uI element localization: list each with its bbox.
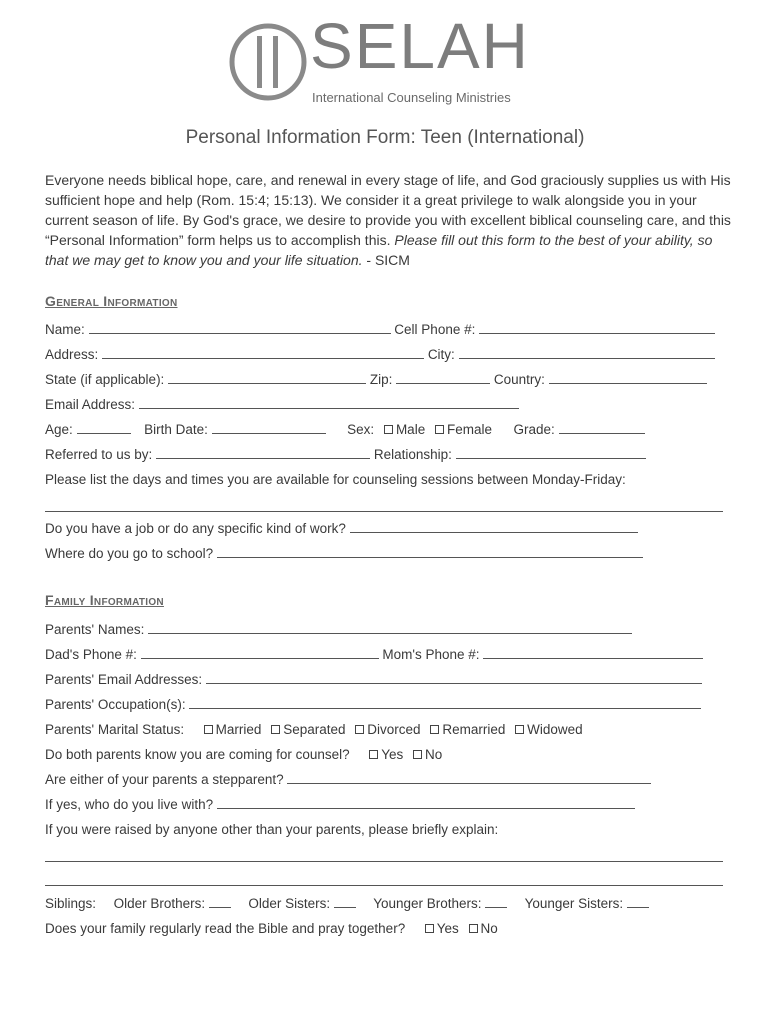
male-checkbox[interactable]	[384, 425, 393, 434]
cell-phone-field[interactable]	[479, 322, 715, 334]
both-know-label: Do both parents know you are coming for counsel?	[45, 747, 350, 762]
parents-emails-row	[45, 672, 702, 687]
marital-status-row	[45, 722, 583, 737]
parents-occupation-field[interactable]	[189, 697, 701, 709]
job-row	[45, 521, 638, 536]
live-with-field[interactable]	[217, 797, 635, 809]
school-field[interactable]	[217, 546, 643, 558]
both-know-row	[45, 747, 442, 762]
live-with-row	[45, 797, 635, 812]
cell-phone-label: Cell Phone #:	[394, 322, 476, 337]
female-label: Female	[446, 422, 492, 437]
live-with-label: If yes, who do you live with?	[45, 797, 214, 812]
marital-status-label: Parents' Marital Status:	[45, 722, 185, 737]
grade-field[interactable]	[559, 422, 645, 434]
older-sisters-label: Older Sisters:	[248, 896, 331, 911]
parents-emails-field[interactable]	[206, 672, 702, 684]
availability-row	[45, 472, 626, 487]
stepparent-row	[45, 772, 651, 787]
older-sisters-field[interactable]	[334, 896, 356, 908]
address-row	[45, 347, 715, 362]
moms-phone-label: Mom's Phone #:	[382, 647, 480, 662]
bible-row	[45, 921, 498, 936]
form-title: Personal Information Form: Teen (International)	[185, 127, 585, 148]
dads-phone-field[interactable]	[141, 647, 379, 659]
younger-brothers-label: Younger Brothers:	[373, 896, 482, 911]
relationship-field[interactable]	[456, 447, 646, 459]
married-label: Married	[215, 722, 262, 737]
older-brothers-field[interactable]	[209, 896, 231, 908]
divorced-checkbox[interactable]	[355, 725, 364, 734]
email-label: Email Address:	[45, 397, 136, 412]
parents-names-field[interactable]	[148, 622, 632, 634]
city-field[interactable]	[459, 347, 715, 359]
referred-row	[45, 447, 646, 462]
raised-by-row	[45, 822, 498, 837]
parents-names-label: Parents' Names:	[45, 622, 145, 637]
grade-label: Grade:	[513, 422, 555, 437]
email-row	[45, 397, 519, 412]
male-label: Male	[395, 422, 426, 437]
state-label: State (if applicable):	[45, 372, 165, 387]
female-checkbox[interactable]	[435, 425, 444, 434]
widowed-label: Widowed	[527, 722, 583, 737]
bible-no-checkbox[interactable]	[469, 924, 478, 933]
both-know-no-label: No	[425, 747, 443, 762]
separated-checkbox[interactable]	[271, 725, 280, 734]
moms-phone-field[interactable]	[483, 647, 703, 659]
referred-label: Referred to us by:	[45, 447, 153, 462]
age-label: Age:	[45, 422, 73, 437]
city-label: City:	[427, 347, 455, 362]
job-field[interactable]	[350, 521, 638, 533]
family-info-heading: Family Information	[45, 592, 164, 608]
zip-label: Zip:	[369, 372, 393, 387]
younger-brothers-field[interactable]	[485, 896, 507, 908]
birth-date-field[interactable]	[212, 422, 326, 434]
raised-by-field-1[interactable]	[45, 861, 723, 862]
both-know-no-checkbox[interactable]	[413, 750, 422, 759]
remarried-checkbox[interactable]	[430, 725, 439, 734]
raised-by-field-2[interactable]	[45, 885, 723, 886]
married-checkbox[interactable]	[204, 725, 213, 734]
logo-subtitle: International Counseling Ministries	[312, 90, 511, 105]
remarried-label: Remarried	[442, 722, 506, 737]
intro-signoff: - SICM	[362, 252, 410, 268]
age-row	[45, 422, 645, 437]
school-label: Where do you go to school?	[45, 546, 214, 561]
dads-phone-label: Dad's Phone #:	[45, 647, 137, 662]
parents-emails-label: Parents' Email Addresses:	[45, 672, 203, 687]
availability-field[interactable]	[45, 511, 723, 512]
widowed-checkbox[interactable]	[515, 725, 524, 734]
relationship-label: Relationship:	[373, 447, 452, 462]
country-label: Country:	[493, 372, 545, 387]
availability-label: Please list the days and times you are available for counseling sessions between Monday-Friday:	[45, 472, 626, 487]
state-field[interactable]	[168, 372, 366, 384]
country-field[interactable]	[549, 372, 707, 384]
siblings-label: Siblings:	[45, 896, 97, 911]
intro-italic: Please fill out this form to the best of your ability, so that we may get to know you and your life situation.	[45, 232, 713, 268]
name-label: Name:	[45, 322, 85, 337]
stepparent-label: Are either of your parents a stepparent?	[45, 772, 284, 787]
both-know-yes-label: Yes	[381, 747, 404, 762]
address-label: Address:	[45, 347, 99, 362]
parents-occupation-row	[45, 697, 701, 712]
address-field[interactable]	[102, 347, 424, 359]
bible-no-label: No	[480, 921, 498, 936]
intro-text: Everyone needs biblical hope, care, and renewal in every stage of life, and God graciously supplies us with His sufficient hope and help (Rom. 15:4; 15:13). We consider it a great privilege to walk alongside you in your current season of life. By God's grace, we desire to provide you with excellent biblical counseling care, and this “Personal Information” form helps us to accomplish this.	[45, 172, 731, 248]
school-row	[45, 546, 643, 561]
logo-wordmark: SELAH	[310, 10, 530, 82]
name-field[interactable]	[89, 322, 391, 334]
job-label: Do you have a job or do any specific kind of work?	[45, 521, 346, 536]
general-info-heading: General Information	[45, 293, 178, 309]
zip-field[interactable]	[396, 372, 490, 384]
both-know-yes-checkbox[interactable]	[369, 750, 378, 759]
separated-label: Separated	[283, 722, 346, 737]
younger-sisters-label: Younger Sisters:	[524, 896, 624, 911]
older-brothers-label: Older Brothers:	[113, 896, 206, 911]
divorced-label: Divorced	[367, 722, 421, 737]
stepparent-field[interactable]	[287, 772, 651, 784]
age-field[interactable]	[77, 422, 131, 434]
birth-date-label: Birth Date:	[144, 422, 208, 437]
bible-yes-label: Yes	[436, 921, 459, 936]
selah-logo	[228, 10, 538, 110]
parents-occupation-label: Parents' Occupation(s):	[45, 697, 186, 712]
referred-field[interactable]	[156, 447, 370, 459]
parents-names-row	[45, 622, 632, 637]
siblings-row	[45, 896, 649, 911]
email-field[interactable]	[139, 397, 519, 409]
intro-paragraph	[45, 170, 735, 270]
bible-label: Does your family regularly read the Bible and pray together?	[45, 921, 406, 936]
bible-yes-checkbox[interactable]	[425, 924, 434, 933]
name-row	[45, 322, 715, 337]
state-row	[45, 372, 707, 387]
sex-label: Sex:	[347, 422, 375, 437]
phones-row	[45, 647, 703, 662]
raised-by-label: If you were raised by anyone other than your parents, please briefly explain:	[45, 822, 499, 837]
selah-logo-icon	[228, 22, 308, 102]
younger-sisters-field[interactable]	[627, 896, 649, 908]
